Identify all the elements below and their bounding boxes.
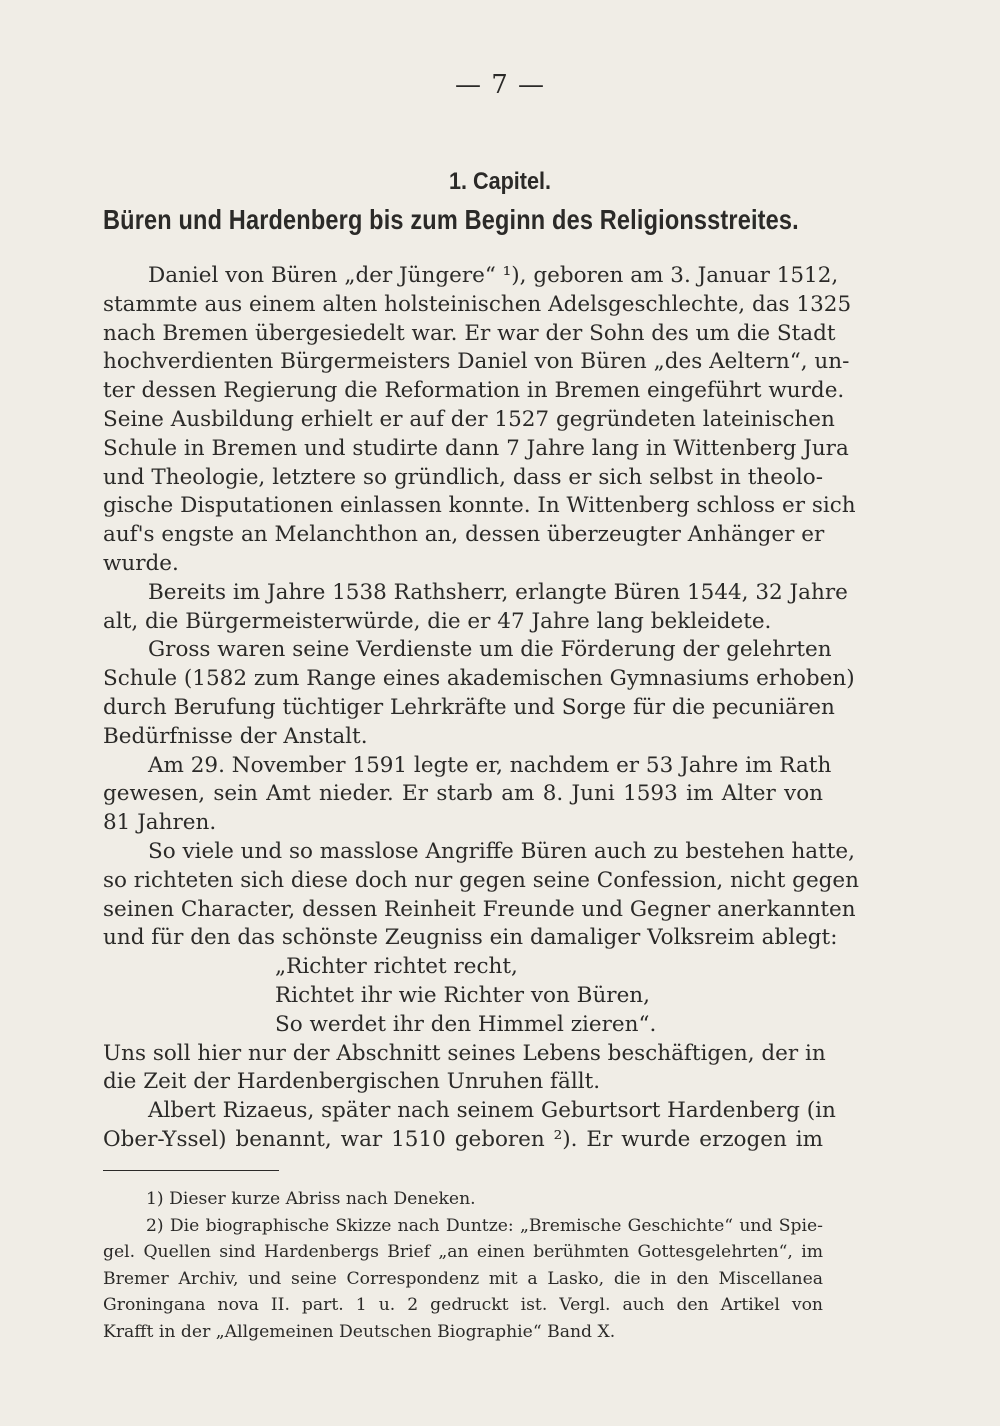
text-line: Daniel von Büren „der Jüngere“ ¹), geboren am 3. Januar 1512, xyxy=(148,263,839,288)
page-number: — 7 — xyxy=(454,70,546,100)
text-line: So viele und so masslose Angriffe Büren auch zu bestehen hatte, xyxy=(148,838,855,864)
text-line: Schule (1582 zum Range eines akademischen Gymnasiums erhoben) xyxy=(103,666,855,692)
text-line: Am 29. November 1591 legte er, nachdem er 53 Jahre im Rath xyxy=(148,752,832,778)
text-line: Bedürfnisse der Anstalt. xyxy=(103,723,368,749)
text-line: durch Berufung tüchtiger Lehrkräfte und Sorge für die pecuniären xyxy=(103,694,835,720)
text-line: so richteten sich diese doch nur gegen seine Confession, nicht gegen xyxy=(103,867,860,893)
text-line: stammte aus einem alten holsteinischen Adelsgeschlechte, das 1325 xyxy=(103,291,852,317)
footnote-line: Groningana nova II. part. 1 u. 2 gedruckt ist. Vergl. auch den Artikel von xyxy=(103,1295,823,1315)
footnote-line: 1) Dieser kurze Abriss nach Deneken. xyxy=(146,1189,476,1209)
footnote-rule xyxy=(103,1170,279,1171)
footnote-line: 2) Die biographische Skizze nach Duntze: „Bremische Geschichte“ und Spie- xyxy=(146,1215,823,1236)
body-text xyxy=(103,262,860,1155)
text-line: Seine Ausbildung erhielt er auf der 1527 gegründeten lateinischen xyxy=(103,406,835,432)
footnote-line: gel. Quellen sind Hardenbergs Brief „an einen berühmten Gottesgelehrten“, im xyxy=(103,1242,823,1262)
text-line: gewesen, sein Amt nieder. Er starb am 8. Juni 1593 im Alter von xyxy=(103,781,823,807)
verse-line: Richtet ihr wie Richter von Büren, xyxy=(275,982,650,1008)
text-line: seinen Character, dessen Reinheit Freunde und Gegner anerkannten xyxy=(103,896,856,922)
footnote-line: Bremer Archiv, und seine Correspondenz mit a Lasko, die in den Miscellanea xyxy=(103,1268,823,1289)
text-line: 81 Jahren. xyxy=(103,810,217,836)
text-line: nach Bremen übergesiedelt war. Er war der Sohn des um die Stadt xyxy=(103,320,836,346)
verse-line: So werdet ihr den Himmel zieren“. xyxy=(275,1011,657,1037)
text-line: Uns soll hier nur der Abschnitt seines Lebens beschäftigen, der in xyxy=(103,1040,826,1066)
text-line: Schule in Bremen und studirte dann 7 Jahre lang in Wittenberg Jura xyxy=(103,435,849,461)
footnote-line: Krafft in der „Allgemeinen Deutschen Biographie“ Band X. xyxy=(103,1321,616,1342)
text-line: ter dessen Regierung die Reformation in Bremen eingeführt wurde. xyxy=(103,378,845,404)
text-line: Gross waren seine Verdienste um die Förderung der gelehrten xyxy=(148,637,832,663)
text-line: und Theologie, letztere so gründlich, dass er sich selbst in theolo- xyxy=(103,464,823,490)
footnotes xyxy=(103,1186,823,1345)
chapter-title: Büren und Hardenberg bis zum Beginn des Religionsstreites. xyxy=(103,204,799,235)
text-line: Ober-Yssel) benannt, war 1510 geboren ²). Er wurde erzogen im xyxy=(103,1126,823,1152)
text-line: auf's engste an Melanchthon an, dessen überzeugter Anhänger er xyxy=(103,522,825,548)
text-line: die Zeit der Hardenbergischen Unruhen fällt. xyxy=(103,1069,601,1095)
text-line: hochverdienten Bürgermeisters Daniel von Büren „des Aeltern“, un- xyxy=(103,349,850,375)
text-line: Albert Rizaeus, später nach seinem Geburtsort Hardenberg (in xyxy=(148,1098,836,1124)
text-line: alt, die Bürgermeisterwürde, die er 47 Jahre lang bekleidete. xyxy=(103,608,772,634)
text-line: Bereits im Jahre 1538 Rathsherr, erlangte Büren 1544, 32 Jahre xyxy=(148,579,848,605)
text-line: gische Disputationen einlassen konnte. In Wittenberg schloss er sich xyxy=(103,493,856,519)
chapter-label: 1. Capitel. xyxy=(448,168,552,195)
text-line: und für den das schönste Zeugniss ein damaliger Volksreim ablegt: xyxy=(103,925,838,951)
text-line: wurde. xyxy=(103,550,179,576)
verse-line: „Richter richtet recht, xyxy=(275,954,518,980)
